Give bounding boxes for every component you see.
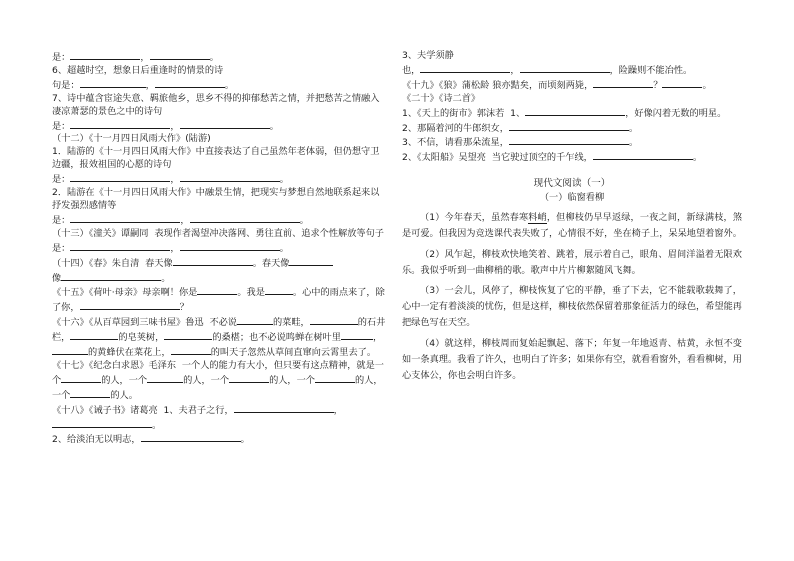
line-answer: 是： ， 。 — [52, 174, 289, 186]
left-column — [52, 50, 387, 447]
line-answer: 是： ， 。 — [52, 214, 309, 226]
question-12-1: 1．陆游的《十一月四日风雨大作》中直接表达了自己虽然年老体弱，但仍想守卫边疆，报效祖国的心愿的诗句 — [52, 146, 380, 171]
underlined-word: 料峭 — [528, 212, 547, 224]
section-19: 《十九》《狼》蒲松龄 狼亦黠矣，而顷刻两毙， ？ 。 — [402, 79, 712, 91]
section-12-title: （十二）《十一月四日风雨大作》(陆游) — [52, 133, 211, 145]
question-20-2: 2、那隔着河的牛郎织女， 。 — [402, 122, 639, 134]
question-7: 7、诗中蕴含宦途失意、羁旅他乡，思乡不得的抑郁愁苦之情，并把愁苦之情融入凄凉萧瑟的景色之中的诗句 — [52, 92, 380, 117]
section-17: 《十七》《纪念白求恩》毛泽东 一个人的能力有大小，但只要有这点精神，就是一个 的人，一个 的人，一个 的人，一个 的人，一个 的人。 — [52, 359, 384, 401]
passage-paragraph-1: （1）今年春天，虽然春寒料峭，但柳枝仍早早返绿，一夜之间，新绿满枝，煞是可爱。但我因为竞选课代表失败了，心情很不好，坐在椅子上，呆呆地望着窗外。 — [402, 212, 743, 240]
reading-passage-title: （一）临窗看柳 — [539, 192, 605, 204]
section-16: 《十六》《从百草园到三味书屋》鲁迅 不必说 的菜畦， 的石井栏， 的皂荚树， 的桑椹；也不必说鸣蝉在树叶里 ，的黄蜂伏在菜花上， 的叫天子忽然从草间直窜向云霄里去了。 — [52, 317, 386, 359]
section-18-2: 2、给淡泊无以明志， 。 — [52, 434, 250, 446]
question-20-1: 1、《天上的街市》郭沫若 1、 ，好像闪着无数的明星。 — [402, 107, 727, 119]
section-15: 《十五》《荷叶·母亲》母亲啊！你是 。我是 。心中的雨点来了，除了你， ？ — [52, 287, 385, 314]
line-answer: 是： ， 。 — [52, 52, 219, 63]
passage-paragraph-4: （4）就这样，柳枝周而复始起飘起、落下；年复一年地返青、枯黄，永恒不变如一条真理。我看了许久，也明白了许多；如果你有空，就看看窗外，看看柳树，用心支体公，你也会明白许多。 — [402, 337, 742, 382]
right-column — [402, 50, 742, 388]
passage-paragraph-2: （2）风乍起，柳枝欢快地笑着、跳着，展示着自己，眼角、眉间洋溢着无限欢乐。我似乎听到一曲柳梢的歌。歌声中片片柳絮随风飞舞。 — [402, 248, 742, 276]
question-18-3: 3、夫学须静 — [402, 50, 454, 61]
line-answer: 句是： ， 。 — [52, 79, 234, 91]
section-13: （十三）《潼关》谭嗣同 表现作者渴望冲决落网、勇往直前、追求个性解放等句子是： ， 。 — [52, 227, 384, 254]
section-20-title: 《二十》《诗二首》 — [402, 92, 481, 104]
question-6: 6、超越时空，想象日后重逢时的情景的诗 — [52, 64, 224, 76]
section-14-cont: 像 。 — [52, 272, 171, 284]
line-answer: 是： ， 。 — [52, 120, 279, 132]
question-20-4: 2、《太阳船》吴望亮 当它驶过顶空的千乍线， 。 — [402, 152, 703, 164]
reading-section-title: 现代文阅读（一） — [533, 178, 611, 190]
question-20-3: 3、不信，请看那朵流星， 。 — [402, 137, 639, 149]
passage-paragraph-3: （3）一会儿，风停了，柳枝恢复了它的平静，垂了下去，它不能载歌载舞了，心中一定有着淡淡的忧伤，但是这样，柳枝依然保留着那象征活力的绿色，希望能再把绿色写在天空。 — [402, 285, 742, 329]
line-answer: 也， ， ，险躁则不能冶性。 — [402, 64, 693, 76]
section-18: 《十八》《诫子书》诸葛亮 1、夫君子之行， ，。 — [52, 404, 343, 431]
question-12-2: 2．陆游在《十一月四日风雨大作》中融景生情，把现实与梦想自然地联系起来以抒发强烈感情等 — [52, 187, 380, 211]
section-14: （十四）《春》朱自清 春天像 。春天像 — [52, 256, 387, 271]
